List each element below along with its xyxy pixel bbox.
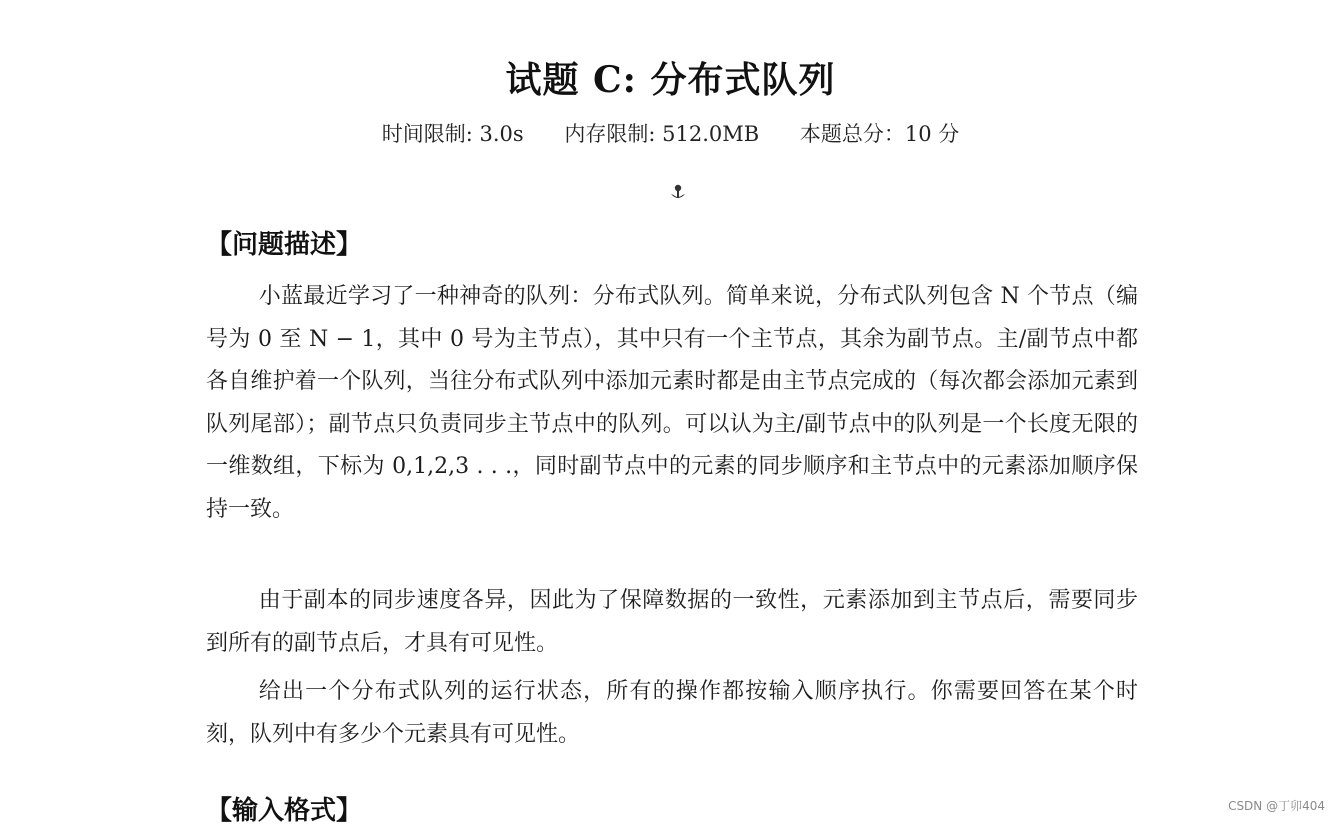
description-paragraph-2: 由于副本的同步速度各异，因此为了保障数据的一致性，元素添加到主节点后，需要同步到所有的副节点后，才具有可见性。 (206, 588, 1138, 656)
description-paragraph-3: 给出一个分布式队列的运行状态，所有的操作都按输入顺序执行。你需要回答在某个时刻，队列中有多少个元素具有可见性。 (206, 679, 1138, 747)
watermark: CSDN @丁卯404 (1228, 799, 1325, 813)
description-paragraph-1: 小蓝最近学习了一种神奇的队列：分布式队列。简单来说，分布式队列包含 N 个节点（编号为 0 至 N − 1，其中 0 号为主节点），其中只有一个主节点，其余为副节点。主/副节点中都各自维护着一个队列，当往分布式队列中添加元素时都是由主节点完成的（每次都会添加元素到队列尾部）；副节点只负责同步主节点中的队列。可以认为主/副节点中的队列是一个长度无限的一维数组，下标为 0,1,2,3 . . .，同时副节点中的元素的同步顺序和主节点中的元素添加顺序保持一致。 (206, 284, 1138, 522)
input-format-heading: 【输入格式】 (206, 796, 363, 826)
memory-limit: 内存限制: 512.0MB (564, 122, 760, 146)
anchor-icon[interactable] (669, 182, 687, 204)
problem-title: 试题 C: 分布式队列 (505, 59, 836, 101)
time-limit: 时间限制: 3.0s (381, 122, 524, 146)
total-score: 本题总分：10 分 (799, 122, 960, 146)
problem-description-heading: 【问题描述】 (206, 230, 363, 260)
problem-meta (0, 118, 1341, 148)
